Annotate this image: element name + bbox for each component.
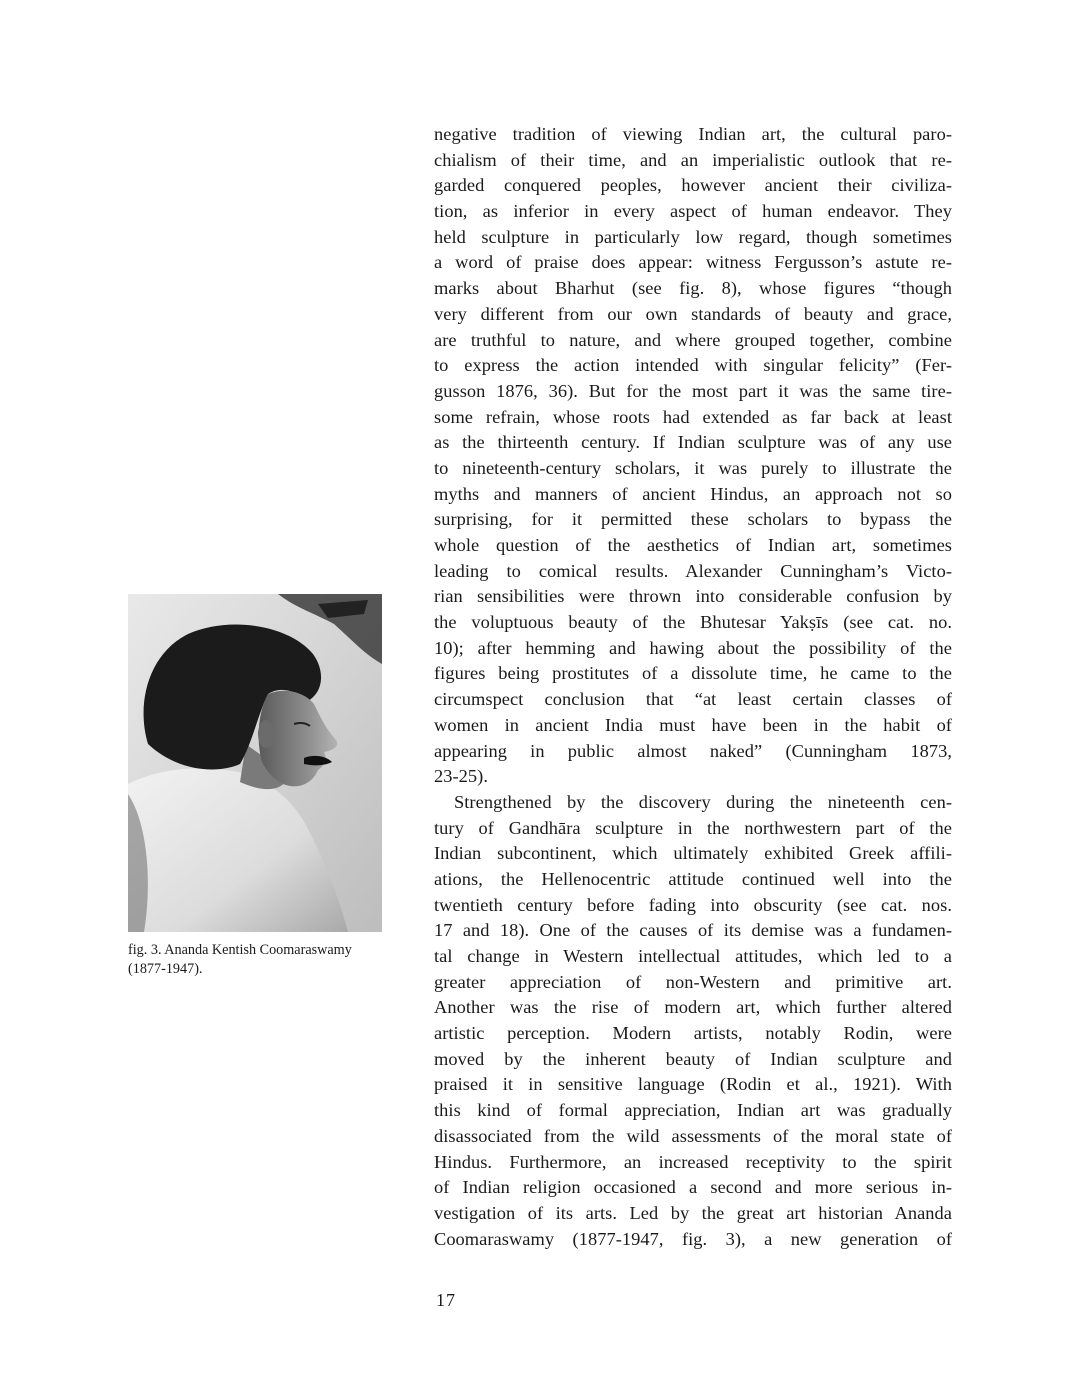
body-text-line: artistic perception. Modern artists, notably Rodin, were xyxy=(434,1023,952,1044)
body-text-line: Indian subcontinent, which ultimately exhibited Greek affili- xyxy=(434,843,952,864)
body-text-line: marks about Bharhut (see fig. 8), whose figures “though xyxy=(434,278,952,299)
body-text-line: ations, the Hellenocentric attitude continued well into the xyxy=(434,868,952,889)
body-text-line: of Indian religion occasioned a second and more serious in- xyxy=(434,1177,952,1198)
body-text-line: Another was the rise of modern art, which further altered xyxy=(434,997,952,1018)
body-text-line: very different from our own standards of beauty and grace, xyxy=(434,303,952,324)
portrait-photo xyxy=(128,594,382,932)
body-text-line: garded conquered peoples, however ancient their civiliza- xyxy=(434,175,952,196)
body-text-line: chialism of their time, and an imperialistic outlook that re- xyxy=(434,149,952,170)
body-text-line: figures being prostitutes of a dissolute time, he came to the xyxy=(434,663,952,684)
body-text-line: appearing in public almost naked” (Cunningham 1873, xyxy=(434,740,952,761)
body-text-line: negative tradition of viewing Indian art, the cultural paro- xyxy=(434,124,952,144)
body-text-line: held sculpture in particularly low regard, though sometimes xyxy=(434,226,952,247)
body-text-line: the voluptuous beauty of the Bhutesar Yakṣīs (see cat. no. xyxy=(434,612,952,633)
page-number: 17 xyxy=(436,1290,456,1310)
body-text-line: gusson 1876, 36). But for the most part it was the same tire- xyxy=(434,380,952,401)
figure-caption-line: (1877-1947). xyxy=(128,961,203,977)
body-text-line: as the thirteenth century. If Indian sculpture was of any use xyxy=(434,432,952,453)
body-text-line: women in ancient India must have been in the habit of xyxy=(434,714,952,735)
body-text-line: some refrain, whose roots had extended as far back at least xyxy=(434,406,952,427)
body-text-line: 10); after hemming and hawing about the possibility of the xyxy=(434,637,952,658)
body-text-column xyxy=(434,122,952,1252)
body-text-line: surprising, for it permitted these scholars to bypass the xyxy=(434,509,952,530)
body-text-line: disassociated from the wild assessments of the moral state of xyxy=(434,1125,952,1146)
body-text-line: a word of praise does appear: witness Fergusson’s astute re- xyxy=(434,252,952,273)
body-text-line: tion, as inferior in every aspect of human endeavor. They xyxy=(434,201,952,222)
body-text-line: Strengthened by the discovery during the nineteenth cen- xyxy=(454,791,952,812)
body-text-line: tal change in Western intellectual attitudes, which led to a xyxy=(434,946,952,966)
body-text-line: Coomaraswamy (1877-1947, fig. 3), a new generation of xyxy=(434,1228,952,1249)
figure-caption-line: fig. 3. Ananda Kentish Coomaraswamy xyxy=(128,942,352,958)
body-text-line: tury of Gandhāra sculpture in the northwestern part of the xyxy=(434,817,952,838)
body-text-line: greater appreciation of non-Western and primitive art. xyxy=(434,971,952,992)
body-text-line: praised it in sensitive language (Rodin et al., 1921). With xyxy=(434,1074,952,1095)
body-text-line: to nineteenth-century scholars, it was purely to illustrate the xyxy=(434,457,952,478)
body-text-line: leading to comical results. Alexander Cunningham’s Victo- xyxy=(434,560,952,581)
figure-caption xyxy=(128,941,390,979)
body-text-line: 23-25). xyxy=(434,766,488,787)
body-text-line: 17 and 18). One of the causes of its demise was a fundamen- xyxy=(434,920,952,941)
body-text-line: myths and manners of ancient Hindus, an approach not so xyxy=(434,483,952,504)
body-text-line: are truthful to nature, and where grouped together, combine xyxy=(434,329,952,350)
body-text-line: to express the action intended with singular felicity” (Fer- xyxy=(434,355,952,376)
body-text-line: vestigation of its arts. Led by the great art historian Ananda xyxy=(434,1202,952,1223)
body-text-line: this kind of formal appreciation, Indian art was gradually xyxy=(434,1100,952,1121)
body-text-line: moved by the inherent beauty of Indian sculpture and xyxy=(434,1048,952,1069)
body-text-line: circumspect conclusion that “at least certain classes of xyxy=(434,689,952,710)
body-text-line: rian sensibilities were thrown into considerable confusion by xyxy=(434,586,952,607)
body-text-line: twentieth century before fading into obscurity (see cat. nos. xyxy=(434,894,952,915)
body-text-line: Hindus. Furthermore, an increased receptivity to the spirit xyxy=(434,1151,952,1172)
body-text-line: whole question of the aesthetics of Indian art, sometimes xyxy=(434,535,952,555)
